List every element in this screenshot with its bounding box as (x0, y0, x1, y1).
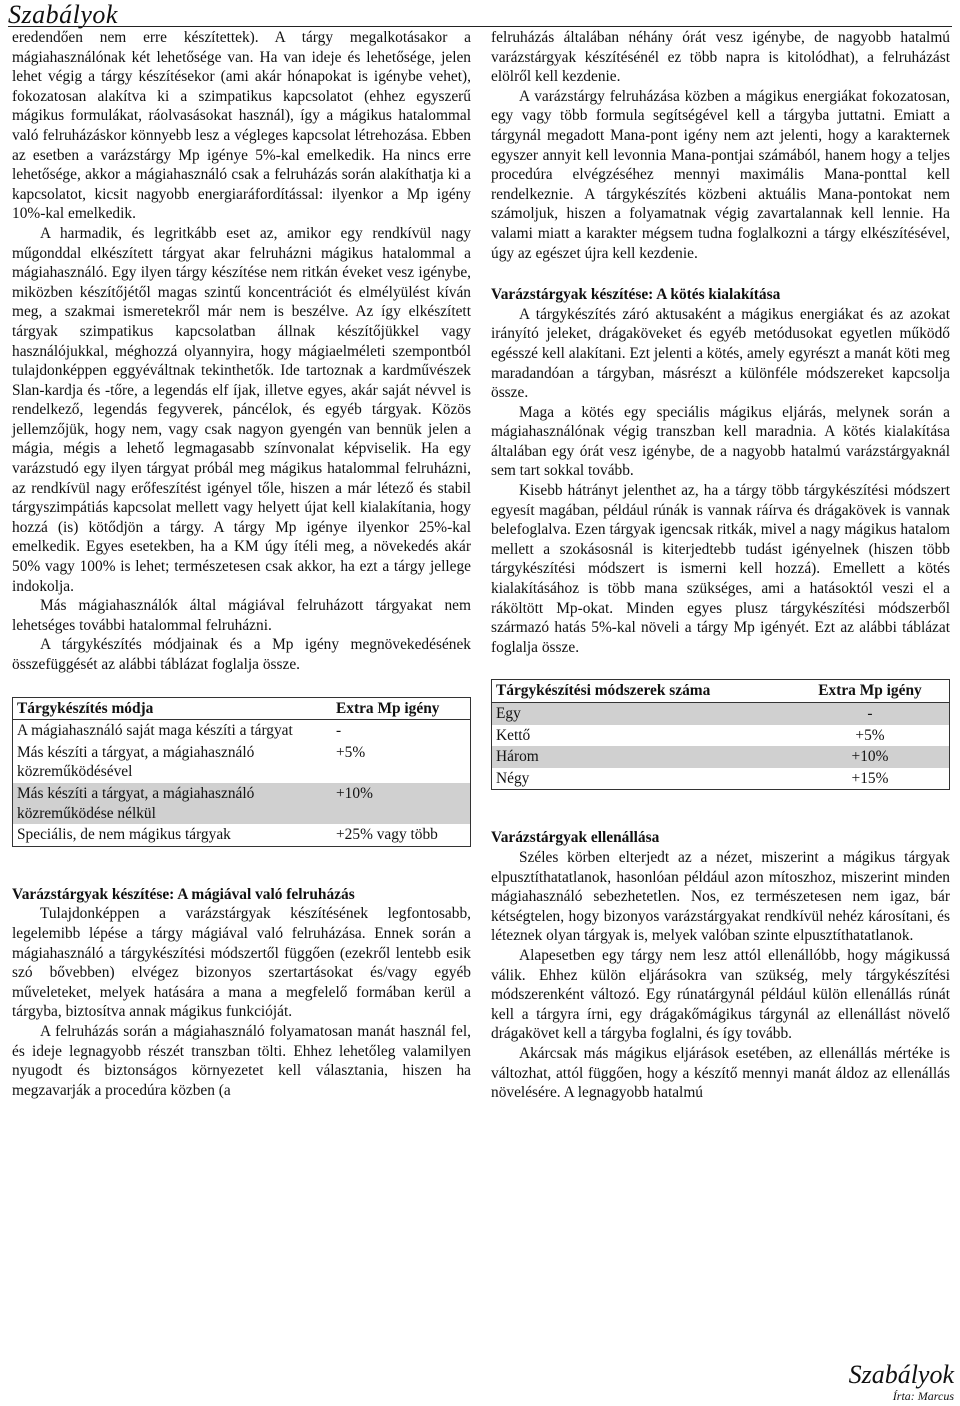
header-divider (8, 26, 952, 27)
table-cell: +10% (332, 783, 471, 824)
section-heading-kotes: Varázstárgyak készítése: A kötés kialakítása (491, 286, 781, 304)
left-paragraph-3: Más mágiahasználók által mágiával felruházott tárgyakat nem lehetséges további hatalommal felruházni. (12, 597, 471, 634)
right-paragraph-7: Alapesetben egy tárgy nem lesz attól ellenállóbb, hogy mágikussá válik. Ehhez külön eljárásokra van szükség, mely tárgykészítési módszerenként változó. Egy rúnatárgynál például külön ellenállás rúnát kell a tárgyra írni, egy drágakőmágikus tárgynál az ellenállást növelő drágakövet kell a tárgyba foglalni, és így tovább. (491, 946, 950, 1043)
mp-requirement-table (12, 697, 471, 847)
table-row (492, 725, 950, 747)
table-header-count: Tárgykészítési módszerek száma (492, 680, 792, 703)
section-heading-ellenallas: Varázstárgyak ellenállása (491, 829, 660, 847)
left-paragraph-2: A harmadik, és legritkább eset az, amikor egy rendkívül nagy műgonddal elkészített tárgyat akar felruházni mágikus hatalommal a mágiahasználó. Egy ilyen tárgy készítése nem ritkán éveket vesz igénybe, miközben készítőjétől magas szintű koncentrációt és elmélyülést kíván meg, a szakmai ismeretekről már nem is beszélve. Az így elkészített tárgyak szimpatikus kapcsolatban állnak készítőjükkel vagy használójukkal, méghozzá olyannyira, hogy mágiaelméleti szempontból tulajdonképpen eggyéváltnak tekinthetők. Ide tartoznak a kardművészek Slan-kardja és -tőre, a legendás elf íjak, illetve egyes, akár saját névvel is rendelkező, legendás fegyverek, páncélok, és egyéb tárgyak. Közös jellemzőjük, hogy nem, vagy csak nagyon gyengén van bennük jelen a mágia, mégis a lehető legmagasabb színvonalat képviselik. Ha egy varázstudó egy ilyen tárgyat próbál meg mágikus hatalommal felruházni, az rendkívül nagy erőfeszítést igényel tőle, hiszen a már létező és stabil tárgyszimpátiás kapcsolat mellett vagy helyett újat kell kialakítania, hogy hozzá (is) kötődjön a tárgy. A tárgy Mp igénye ilyenkor 25%-kal emelkedik. Egyes esetekben, ha a KM úgy ítéli meg, a növekedés akár 50% vagy 100% is lehet; természetesen csak akkor, ha ezt a tárgy jellege indokolja. (12, 224, 471, 595)
table-row (13, 783, 471, 824)
table-row (13, 720, 471, 742)
right-paragraph-1: felruházás általában néhány órát vesz igénybe, de nagyobb hatalmú varázstárgyak készítésénél ez több napra is kitolódhat), a felruházást elölről kell kezdenie. (491, 29, 950, 86)
left-paragraph-5: Tulajdonképpen a varázstárgyak készítésének legfontosabb, legelemibb lépése a tárgy mágiával való felruházása. Ennek során a mágiahasználó a tárgykészítési módszertől függően (ezekről lentebb esik szó bővebben) elvégez bizonyos szertartásokat és/vagy egyéb műveleteket, melyek hatására a mana a megfelelő formában kerül a tárgyba, biztosítva annak mágikus funkcióját. (12, 905, 471, 1021)
table-cell: Más készíti a tárgyat, a mágiahasználó közreműködésével (17, 743, 255, 781)
table-cell: Más készíti a tárgyat, a mágiahasználó közreműködése nélkül (13, 783, 333, 824)
table-cell: +15% (851, 769, 889, 787)
table-header-extra: Extra Mp igény (791, 680, 950, 703)
right-paragraph-5: Kisebb hátrányt jelenthet az, ha a tárgy több tárgykészítési módszert egyesít magában, például rúnák is vannak ráírva és drágakövek is vannak belefoglalva. Ezen tárgyak igencsak ritkák, mivel a nagy mágikus hatalom mellett a szokásosnál is kiterjedtebb tudást igényelnek (hiszen több tárgykészítési módszert is ismerni kell hozzá). Emellett a kötés kialakításához is több mana szükséges, ami a hatásoktól veszi el a ráköltött Mp-okat. Minden egyes plusz tárgykészítési módszerből származó hatás 5%-kal növeli a tárgy Mp igényét. Ezt az alábbi táblázat foglalja össze. (491, 482, 950, 656)
table-row (492, 703, 950, 725)
table-cell: A mágiahasználó saját maga készíti a tárgyat (17, 722, 293, 740)
right-paragraph-4: Maga a kötés egy speciális mágikus eljárás, melynek során a mágiahasználónak végig transzban kell maradnia. A kötés kialakítása általában egy órát vesz igénybe, de a nagyobb hatalmú varázstárgyaknál sem tart sokkal tovább. (491, 403, 950, 480)
table-row (13, 824, 471, 846)
table-cell: - (791, 703, 950, 725)
table-cell: +10% (791, 746, 950, 768)
page-header-title: Szabályok (8, 0, 118, 29)
table-cell: Négy (496, 769, 530, 787)
table-header-mode: Tárgykészítés módja (13, 697, 333, 720)
table-cell: +5% (855, 726, 885, 744)
right-paragraph-3: A tárgykészítés záró aktusaként a mágikus energiákat és az azokat irányító jeleket, drágaköveket és egyéb metódusokat egyetlen működő egésszé kell alakítani. Ezt jelenti a kötés, amely egyrészt a manát köti meg maradandóan a tárgyban, másrészt a különféle módszereket kapcsolja össze. (491, 305, 950, 402)
table-cell: Speciális, de nem mágikus tárgyak (17, 826, 231, 844)
table-row (492, 746, 950, 768)
right-paragraph-2: A varázstárgy felruházása közben a mágikus energiákat fokozatosan, egy vagy több formula segítségével kell a tárgyba juttatni. Emiatt a tárgynál megadott Mana-pont igény nem azt jelenti, hogy a karakternek egyszer annyit kell levonnia Mana-pontjai számából, hanem hogy a teljes procedúra elvégzéséhez mennyi maximális Mana-ponttal kell rendelkeznie. A tárgykészítés közbeni aktuális Mana-pontokat nem számoljuk, hiszen a folyamatnak végig zavartalannak kell lennie. Ha valami miatt a karakter mégsem tudna foglalkozni a tárgy elkészítésével, úgy az egészet újra kell kezdenie. (491, 87, 950, 262)
method-count-table (491, 679, 950, 790)
right-paragraph-6: Széles körben elterjedt az a nézet, miszerint a mágikus tárgyak elpusztíthatatlanok, hasonlóan például azon mítoszhoz, miszerint minden mágiahasználó sebezhetetlen. Nos, ez természetesen nem igaz, bár kétségtelen, hogy bizonyos varázstárgyakat rendkívül nehéz károsítani, és léteznek olyan tárgyak is, melyek valóban szinte elpusztíthatatlanok. (491, 848, 950, 945)
table-cell: Három (492, 746, 792, 768)
table-row (13, 742, 471, 783)
table-cell: Kettő (496, 726, 531, 744)
page-footer-title: Szabályok (848, 1360, 954, 1389)
right-paragraph-8: Akárcsak más mágikus eljárások esetében, az ellenállás mértéke is változhat, attól függően, hogy a készítő mennyi manát áldoz az ellenállás növelésére. A legnagyobb hatalmú (491, 1044, 950, 1102)
section-heading-felruhazas: Varázstárgyak készítése: A mágiával való felruházás (12, 885, 355, 903)
left-column (12, 28, 471, 1100)
left-paragraph-4: A tárgykészítés módjainak és a Mp igény megnövekedésének összefüggését az alábbi táblázat foglalja össze. (12, 636, 471, 673)
right-column (491, 28, 950, 1103)
left-paragraph-1: eredendően nem erre készítettek). A tárgy megalkotásakor a mágiahasználónak két lehetősége van. Ha van ideje és lehetősége, jelen lehet végig a tárgy készítésekor (ami akár hónapokat is igénybe vehet), fokozatosan alakítva ki a szimpatikus kapcsolatot (ehhez egyszerű mágikus formulákat, ráolvasásokat használ), így a mágikus hatalommal való felruházáskor könnyebb lesz a végleges kapcsolat létrehozása. Ebben az esetben a varázstárgy Mp igénye 5%-kal emelkedik. Ha nincs erre lehetősége, akkor a mágiahasználó csak a felruházás során alakíthatja ki a kapcsolatot, kicsit nagyobb energiaráfordítással: ilyenkor a Mp igény 10%-kal emelkedik. (12, 29, 471, 223)
table-cell: +25% vagy több (336, 826, 438, 844)
table-header-extra: Extra Mp igény (332, 697, 471, 720)
left-paragraph-6: A felruházás során a mágiahasználó folyamatosan manát használ fel, és ideje legnagyobb részét transzban tölti. Ehhez lehetőleg valamilyen nyugodt és biztonságos környezetet kell választania, hiszen ha megzavarják a procedúra közben (a (12, 1022, 471, 1099)
table-cell: +5% (336, 743, 366, 761)
table-cell: - (336, 722, 342, 740)
page-footer-author: Írta: Marcus (892, 1389, 954, 1403)
table-row (492, 768, 950, 790)
table-cell: Egy (492, 703, 792, 725)
